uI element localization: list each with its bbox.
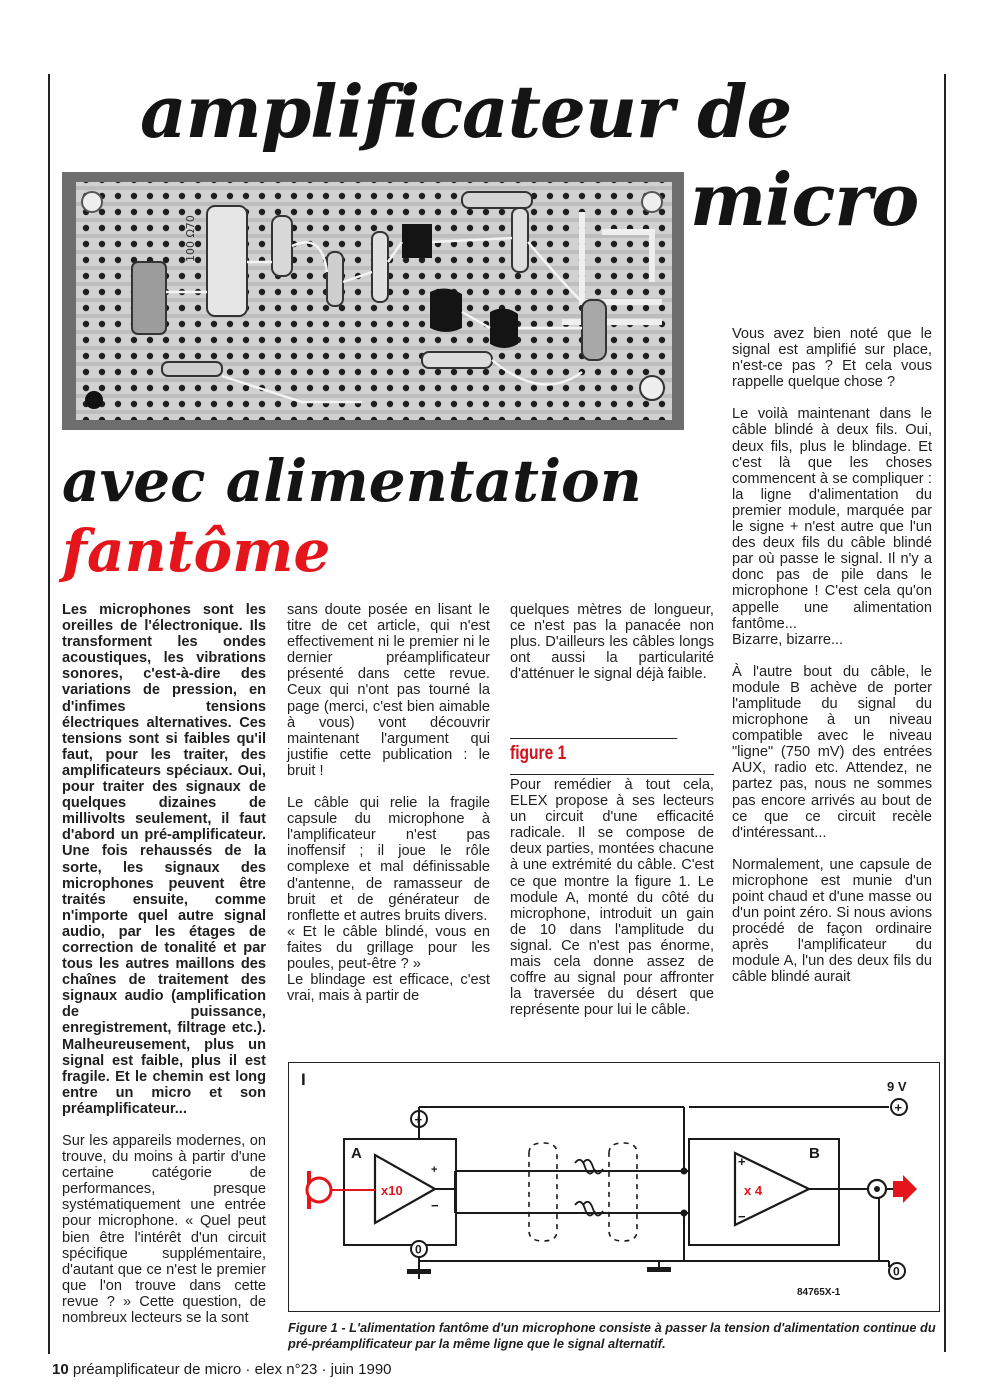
column-3 — [510, 602, 714, 698]
zero-b: 0 — [893, 1264, 900, 1279]
paragraph: Normalement, une capsule de microphone est munie d'un point chaud et d'une masse ou d'un point zéro. Si nous avions procédé de façon ordinaire après l'amplificateur du module A, l'un des deux fils du câble blindé aurait — [732, 856, 932, 986]
paragraph: Le voilà maintenant dans le câble blindé à deux fils. Oui, deux fils, plus le blindage. Et c'est là que les choses commencent à se compliquer : la ligne d'alimentation du premier module, marquée par le signe + n'est autre que l'un des deux fils du câble blindé par où passe le signal. Il n'y a donc pas de pile dans le microphone ! C'est cela qu'on appelle une alimentation fantôme... — [732, 406, 932, 632]
ground-symbol-b — [647, 1267, 671, 1272]
article-subtitle-highlight: fantôme — [62, 517, 331, 585]
column-4 — [732, 326, 932, 1002]
paragraph: « Et le câble blindé, vous en faites du grillage pour les poules, peut-être ? » — [287, 923, 490, 972]
paragraph: Le câble qui relie la fragile capsule du microphone à l'amplificateur n'est pas inoffensif ; il joue le rôle complexe et mal définissable d'antenne, de ramasseur de bruit et de générateur de ronflette et autres bruits divers. — [287, 795, 490, 924]
figure-1-schematic — [288, 1062, 940, 1312]
article-subtitle: avec alimentation — [62, 447, 642, 515]
paragraph: Sur les appareils modernes, on trouve, du moins à partir d'une certaine catégorie de performances, presque systématiquement une entrée pour microphone. « Quel peut bien être l'intérêt d'un circuit spécifique supplémentaire, d'autant que ce n'est le premier que l'on trouve dans cette revue ? » Cette question, de nombreux lecteurs se la sont — [62, 1133, 266, 1327]
article-title-micro: micro — [690, 157, 919, 242]
figure-label: figure 1 — [510, 738, 677, 765]
plus-sign-a: + — [414, 1112, 423, 1127]
lead-paragraph: Les microphones sont les oreilles de l'électronique. Ils transforment les ondes acoustiques, les vibrations sonores, c'est-à-dire des variations de pression, en d'infimes tensions électriques alternatives. Ces tensions sont si faibles qu'il faut, pour les traiter, des amplificateurs spéciaux. Oui, pour traiter des signaux de quelques dizaines de millivolts seulement, il faut d'abord un pré-amplificateur. Une fois rehaussés de la sorte, les signaux des microphones peuvent être traités ensuite, comme n'importe quel autre signal audio, par les étages de correction de tonalité et par tous les autres maillons des chaînes de traitement des signaux audio (amplification de puissance, enregistrement, filtrage etc.). Malheureusement, plus un signal est faible, plus il est fragile. Et le chemin est long entre un micro et son préamplificateur... — [62, 602, 266, 1117]
circuit-board-photo — [62, 172, 684, 430]
gain-a: x10 — [381, 1183, 403, 1198]
module-b-label: B — [809, 1145, 820, 1162]
module-a-label: A — [351, 1145, 362, 1162]
column-1 — [62, 602, 266, 1342]
board-label-capacitor: 100 Ω70 — [184, 215, 197, 262]
right-margin-rule — [944, 74, 946, 1352]
figure-number: I — [301, 1070, 306, 1089]
figure-caption: Figure 1 - L'alimentation fantôme d'un microphone consiste à passer la tension d'alimentation continue du pré-préamplificateur par la même ligne que le signal alternatif. — [288, 1320, 936, 1351]
b-minus: − — [738, 1209, 746, 1224]
column-3-continued — [510, 774, 714, 1034]
ground-symbol-a — [407, 1269, 431, 1274]
paragraph: Le blindage est efficace, c'est vrai, mais à partir de — [287, 972, 490, 1005]
paragraph: Vous avez bien noté que le signal est amplifié sur place, n'est-ce pas ? Et cela vous rappelle quelque chose ? — [732, 326, 932, 391]
paragraph: sans doute posée en lisant le titre de cet article, qui n'est effectivement ni le premier ni le dernier préamplificateur présenté dans cette revue. Ceux qui n'ont pas tourné la page (merci, c'est bien aimable à vous) vont découvrir maintenant l'argument qui justifie cette publication : le bruit ! — [287, 602, 490, 779]
page-footer — [52, 1361, 652, 1378]
output-arrow-icon — [893, 1175, 917, 1203]
paragraph: Bizarre, bizarre... — [732, 631, 844, 648]
a-minus: − — [431, 1198, 439, 1213]
paragraph: quelques mètres de longueur, ce n'est pas la panacée non plus. D'ailleurs les câbles longs ont aussi la particularité d'atténuer le signal déjà faible. — [510, 602, 714, 683]
paragraph: À l'autre bout du câble, le module B achève de porter l'amplitude du signal du microphone à un niveau compatible avec le niveau "ligne" (750 mV) des entrées AUX, radio etc. Attendez, ne partez pas, nous ne sommes pas encore arrivés au bout de ce que ce circuit recèle d'intéressant... — [732, 663, 932, 841]
gain-b: x 4 — [744, 1183, 763, 1198]
b-plus: + — [738, 1154, 746, 1169]
zero-a: 0 — [415, 1242, 422, 1257]
paragraph: Pour remédier à tout cela, ELEX propose à ses lecteurs un circuit d'une efficacité radicale. Il se compose de deux parties, montées chacune à une extrémité du câble. C'est ce que montre la figure 1. Le module A, monté du côté du microphone, introduit un gain de 10 dans l'amplitude du signal. Ce n'est pas énorme, mais cela donne assez de coffre au signal pour affronter la traversée du désert que représente pour lui le câble. — [510, 777, 714, 1019]
schematic-ref: 84765X-1 — [797, 1287, 841, 1298]
a-plus: + — [431, 1164, 438, 1176]
footer-text: préamplificateur de micro · elex n°23 · juin 1990 — [72, 1361, 392, 1378]
left-margin-rule — [48, 74, 50, 1354]
article-title: amplificateur de — [140, 69, 792, 154]
column-2 — [287, 602, 490, 1020]
supply-plus: + — [894, 1100, 903, 1115]
supply-voltage: 9 V — [887, 1079, 907, 1094]
page-number: 10 — [52, 1361, 69, 1378]
